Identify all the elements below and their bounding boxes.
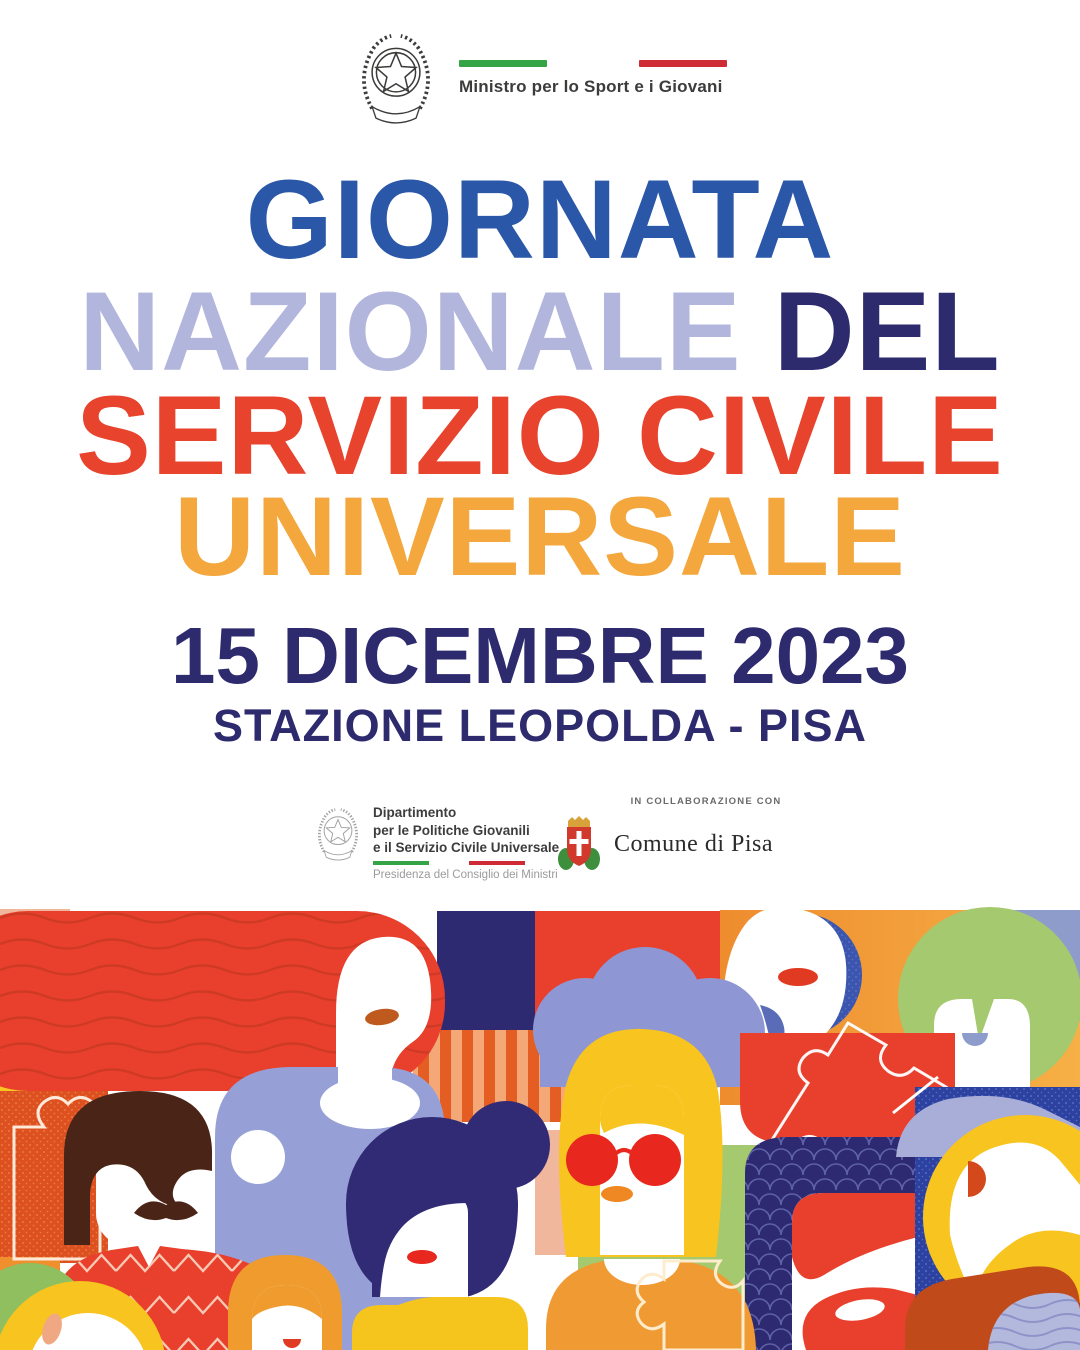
department-text (373, 804, 559, 881)
flag-green-line (459, 60, 547, 67)
department-line3: e il Servizio Civile Universale (373, 840, 560, 856)
title-line-servizio-civile: SERVIZIO CIVILE (76, 373, 1004, 498)
italy-emblem-icon (353, 32, 439, 124)
tricolor-bar (373, 861, 525, 865)
pisa-coat-of-arms-icon (556, 815, 602, 873)
partners-row (0, 796, 1080, 900)
flag-red-line (639, 60, 727, 67)
title-line-giornata: GIORNATA (245, 157, 835, 282)
tricolor-green (373, 861, 429, 865)
department-logo (313, 804, 559, 881)
department-subtitle: Presidenza del Consiglio dei Ministri (373, 868, 558, 881)
ministry-block (459, 60, 727, 97)
event-venue: STAZIONE LEOPOLDA - PISA (212, 700, 868, 751)
department-line2: per le Politiche Giovanili (373, 822, 530, 838)
collaboration-block (556, 796, 796, 873)
ministry-name: Ministro per lo Sport e i Giovani (459, 76, 723, 96)
flag-lines (459, 60, 727, 67)
title-line-nazionale-del (0, 269, 1080, 394)
title-nazionale: NAZIONALE (79, 269, 742, 394)
government-header (0, 32, 1080, 124)
municipality-name: Comune di Pisa (614, 830, 774, 857)
figure-yellow-circle (893, 1077, 1080, 1350)
event-date: 15 DICEMBRE 2023 (170, 611, 910, 700)
illustration (0, 905, 1080, 1350)
presidenza-emblem-icon (313, 804, 363, 864)
figure-orange-hair-girl (228, 1255, 342, 1350)
title-del: DEL (741, 269, 1001, 394)
department-line1: Dipartimento (373, 805, 457, 820)
title-line-universale: UNIVERSALE (174, 474, 906, 599)
figure-red-beard (745, 1137, 918, 1350)
tricolor-red (469, 861, 525, 865)
collaboration-label: IN COLLABORAZIONE CON (630, 796, 782, 807)
